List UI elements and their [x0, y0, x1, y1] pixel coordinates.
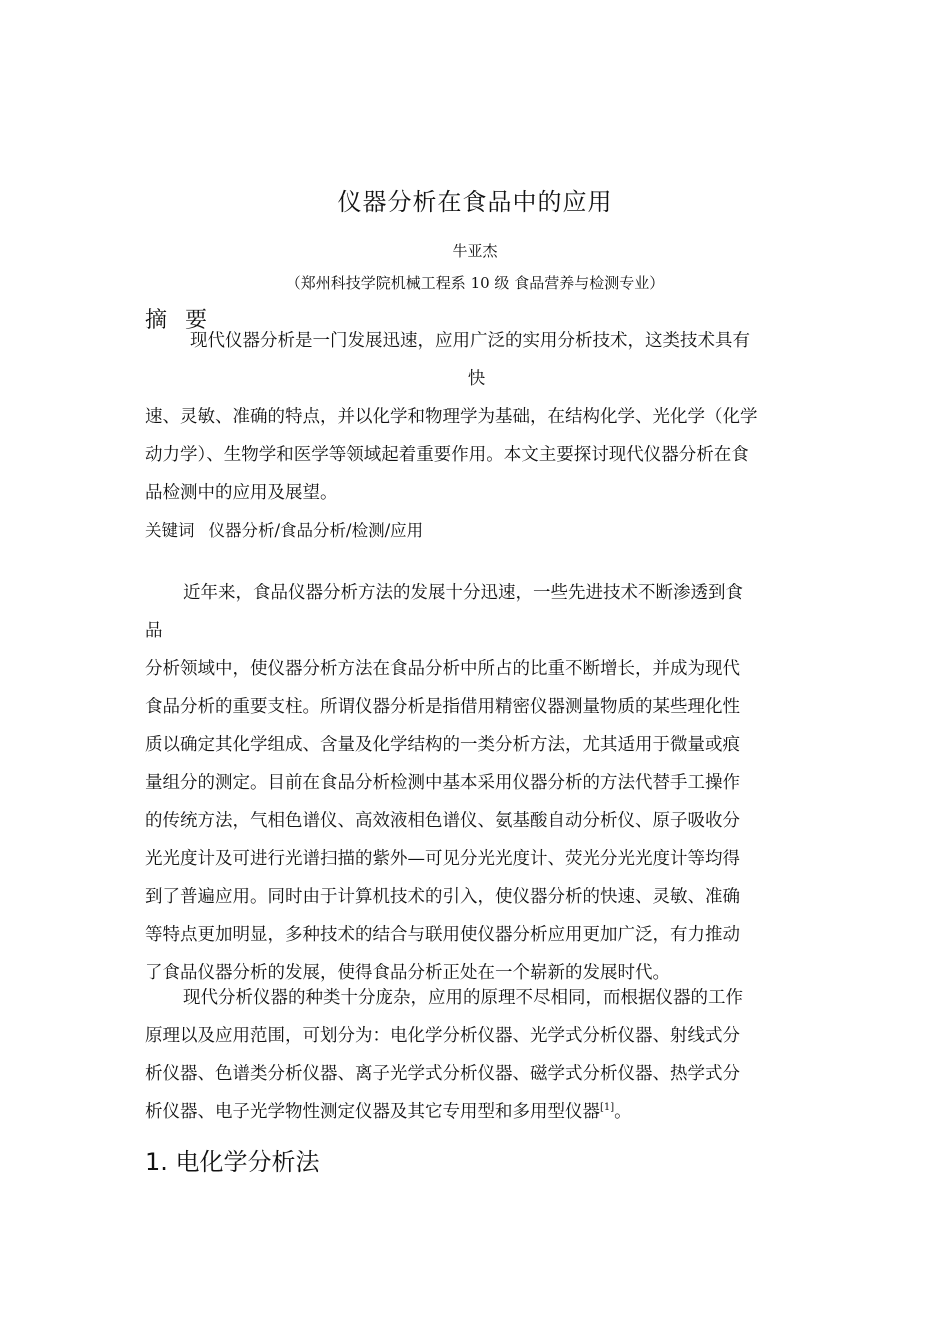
citation-ref[interactable]: [1] [600, 1102, 615, 1114]
paragraph-line: 食品分析的重要支柱。所谓仪器分析是指借用精密仪器测量物质的某些理化性 [145, 697, 740, 717]
paragraph-line [145, 1093, 808, 1131]
abstract-line: 快 [467, 369, 486, 389]
paragraph-line: 原理以及应用范围，可划分为：电化学分析仪器、光学式分析仪器、射线式分 [145, 1026, 740, 1046]
section-heading: 1. 电化学分析法 [145, 1148, 320, 1176]
paragraph-line: 析仪器、色谱类分析仪器、离子光学式分析仪器、磁学式分析仪器、热学式分 [145, 1064, 740, 1084]
paragraph-end: 。 [614, 1102, 632, 1122]
abstract-heading: 摘要 [145, 308, 226, 333]
paragraph-line: 分析领域中，使仪器分析方法在食品分析中所占的比重不断增长，并成为现代 [145, 659, 740, 679]
author-name: 牛亚杰 [452, 242, 498, 260]
intro-paragraph-1 [145, 574, 808, 992]
paragraph-text: 析仪器、电子光学物性测定仪器及其它专用型和多用型仪器 [145, 1102, 600, 1122]
paragraph-line: 的传统方法，气相色谱仪、高效液相色谱仪、氨基酸自动分析仪、原子吸收分 [145, 811, 740, 831]
abstract-line: 速、灵敏、准确的特点，并以化学和物理学为基础，在结构化学、光化学（化学 [145, 407, 758, 427]
paragraph-line: 质以确定其化学组成、含量及化学结构的一类分析方法，尤其适用于微量或痕 [145, 735, 740, 755]
paragraph-line: 近年来，食品仪器分析方法的发展十分迅速，一些先进技术不断渗透到食 [183, 583, 743, 603]
abstract-line: 品检测中的应用及展望。 [145, 483, 338, 503]
abstract-line: 现代仪器分析是一门发展迅速，应用广泛的实用分析技术，这类技术具有 [190, 331, 750, 351]
paragraph-line: 品 [145, 621, 163, 641]
paper-title: 仪器分析在食品中的应用 [337, 188, 613, 216]
abstract-line: 动力学）、生物学和医学等领域起着重要作用。本文主要探讨现代仪器分析在食 [145, 445, 749, 465]
abstract-body [145, 322, 808, 550]
keywords-label: 关键词 [145, 521, 195, 540]
paragraph-line: 光光度计及可进行光谱扫描的紫外—可见分光光度计、荧光分光光度计等均得 [145, 849, 740, 869]
paragraph-line: 量组分的测定。目前在食品分析检测中基本采用仪器分析的方法代替手工操作 [145, 773, 740, 793]
intro-paragraph-2 [145, 979, 808, 1131]
paragraph-line: 到了普遍应用。同时由于计算机技术的引入，使仪器分析的快速、灵敏、准确 [145, 887, 740, 907]
paragraph-line: 等特点更加明显，多种技术的结合与联用使仪器分析应用更加广泛，有力推动 [145, 925, 740, 945]
keywords-value: 仪器分析/食品分析/检测/应用 [208, 521, 424, 540]
author-affiliation: （郑州科技学院机械工程系 10 级 食品营养与检测专业） [285, 274, 665, 292]
paragraph-line: 了食品仪器分析的发展，使得食品分析正处在一个崭新的发展时代。 [145, 963, 670, 983]
keywords-line [145, 512, 808, 550]
paragraph-line: 现代分析仪器的种类十分庞杂，应用的原理不尽相同，而根据仪器的工作 [183, 988, 743, 1008]
